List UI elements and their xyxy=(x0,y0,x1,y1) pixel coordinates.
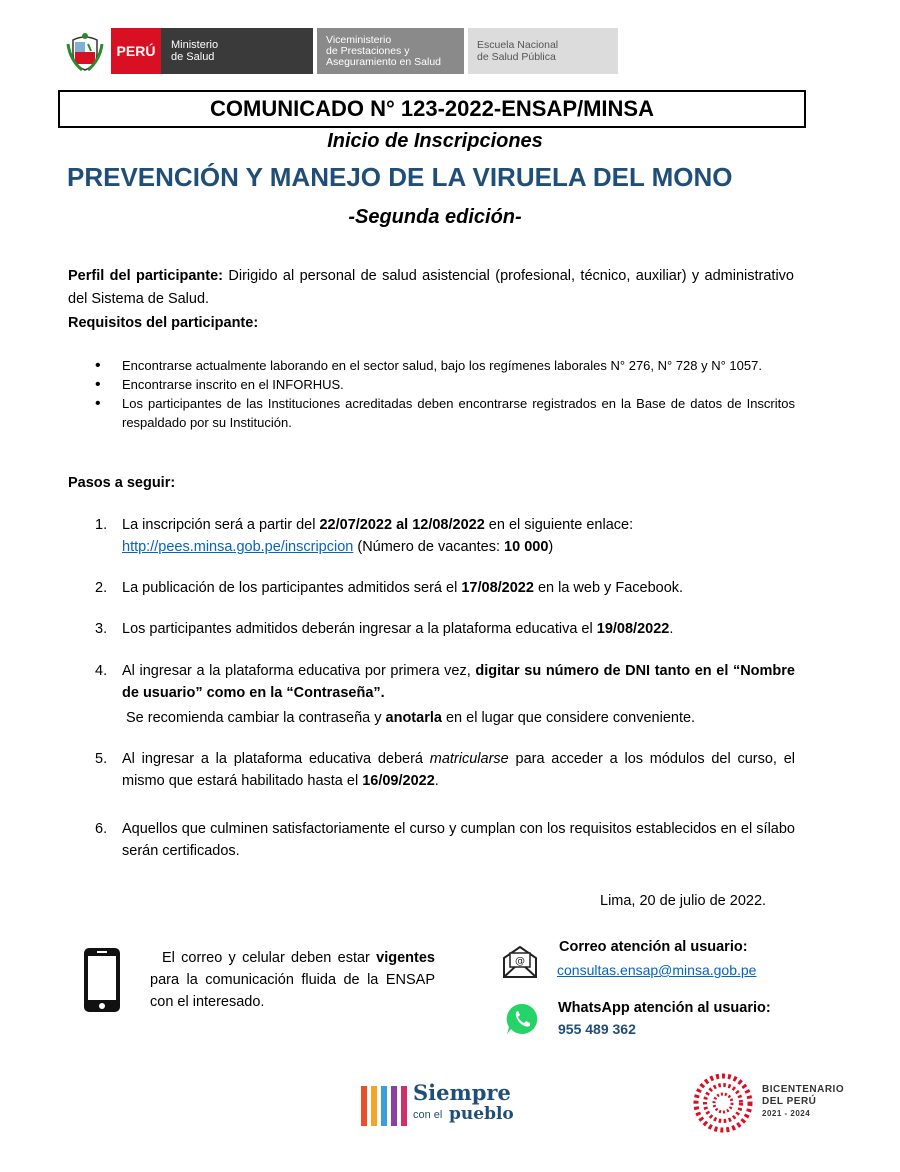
step-2: 2. La publicación de los participantes admitidos será el 17/08/2022 en la web y Facebook. xyxy=(95,580,684,596)
step-6: 6. Aquellos que culminen satisfactoriamente el curso y cumplan con los requisitos establecidos en el sílabo serán certificados. xyxy=(95,821,795,859)
email-label: Correo atención al usuario: xyxy=(559,939,748,955)
bicentenario-emblem-icon xyxy=(692,1072,754,1134)
whatsapp-number: 955 489 362 xyxy=(558,1021,636,1037)
document-date: Lima, 20 de julio de 2022. xyxy=(600,893,767,909)
vigencia-notice: El correo y celular deben estar vigentes para la comunicación fluida de la ENSAP con el interesado. xyxy=(150,950,436,1010)
subtitle: Inicio de Inscripciones xyxy=(327,130,543,152)
edition-label: -Segunda edición- xyxy=(348,206,522,228)
email-icon xyxy=(501,944,539,980)
comunicado-title: COMUNICADO N° 123-2022-ENSAP/MINSA xyxy=(58,90,806,128)
list-item: • Los participantes de las Instituciones acreditadas deben encontrarse registrados en la Base de datos de Inscritos respaldado por su Institución. xyxy=(95,395,795,430)
inscripcion-link[interactable]: http://pees.minsa.gob.pe/inscripcion xyxy=(122,539,354,555)
mobile-phone-icon xyxy=(82,946,122,1014)
requisitos-list xyxy=(95,356,795,432)
list-item: • Encontrarse inscrito en el INFORHUS. xyxy=(95,376,344,393)
step-3: 3. Los participantes admitidos deberán ingresar a la plataforma educativa el 19/08/2022. xyxy=(95,621,674,637)
siempre-con-el-pueblo-logo: Siempre con el pueblo xyxy=(357,1076,507,1136)
list-item: • Encontrarse actualmente laborando en el sector salud, bajo los regímenes laborales N° 276, N° 728 y N° 1057. xyxy=(95,357,762,374)
ministerio-logo: Ministerio de Salud xyxy=(161,28,313,74)
email-link[interactable]: consultas.ensap@minsa.gob.pe xyxy=(557,962,757,978)
whatsapp-icon xyxy=(505,1002,539,1036)
escuela-logo: Escuela Nacional de Salud Pública xyxy=(468,28,618,74)
step-1: 1. La inscripción será a partir del 22/07/2022 al 12/08/2022 en el siguiente enlace: http://pees.minsa.gob.pe/inscripcion (Número de vacantes: 10 000) xyxy=(95,517,634,555)
perfil-paragraph: Perfil del participante: Dirigido al personal de salud asistencial (profesional, técnico, auxiliar) y administrativo del Sistema de Salud. xyxy=(68,268,794,307)
siempre-logo-icon xyxy=(357,1080,409,1132)
viceministerio-logo: Viceministerio de Prestaciones y Aseguramiento en Salud xyxy=(317,28,464,74)
peru-logo: PERÚ xyxy=(111,28,161,74)
step-5: 5. Al ingresar a la plataforma educativa deberá matricularse para acceder a los módulos del curso, el mismo que estará habilitado hasta el 16/09/2022. xyxy=(95,751,796,789)
course-title: PREVENCIÓN Y MANEJO DE LA VIRUELA DEL MONO xyxy=(67,162,733,192)
requisitos-heading: Requisitos del participante: xyxy=(68,315,259,331)
pasos-heading: Pasos a seguir: xyxy=(68,475,176,491)
svg-text:@: @ xyxy=(515,956,525,967)
coat-of-arms-icon xyxy=(66,32,104,72)
bicentenario-logo: BICENTENARIO DEL PERÚ 2021 - 2024 xyxy=(672,1060,858,1146)
whatsapp-label: WhatsApp atención al usuario: xyxy=(558,1000,771,1016)
step-4: 4. Al ingresar a la plataforma educativa por primera vez, digitar su número de DNI tanto en el “Nombre de usuario” como en la “Contraseña”. Se recomienda cambiar la contraseña y anotarla en el lugar que considere conveniente. xyxy=(95,663,795,726)
